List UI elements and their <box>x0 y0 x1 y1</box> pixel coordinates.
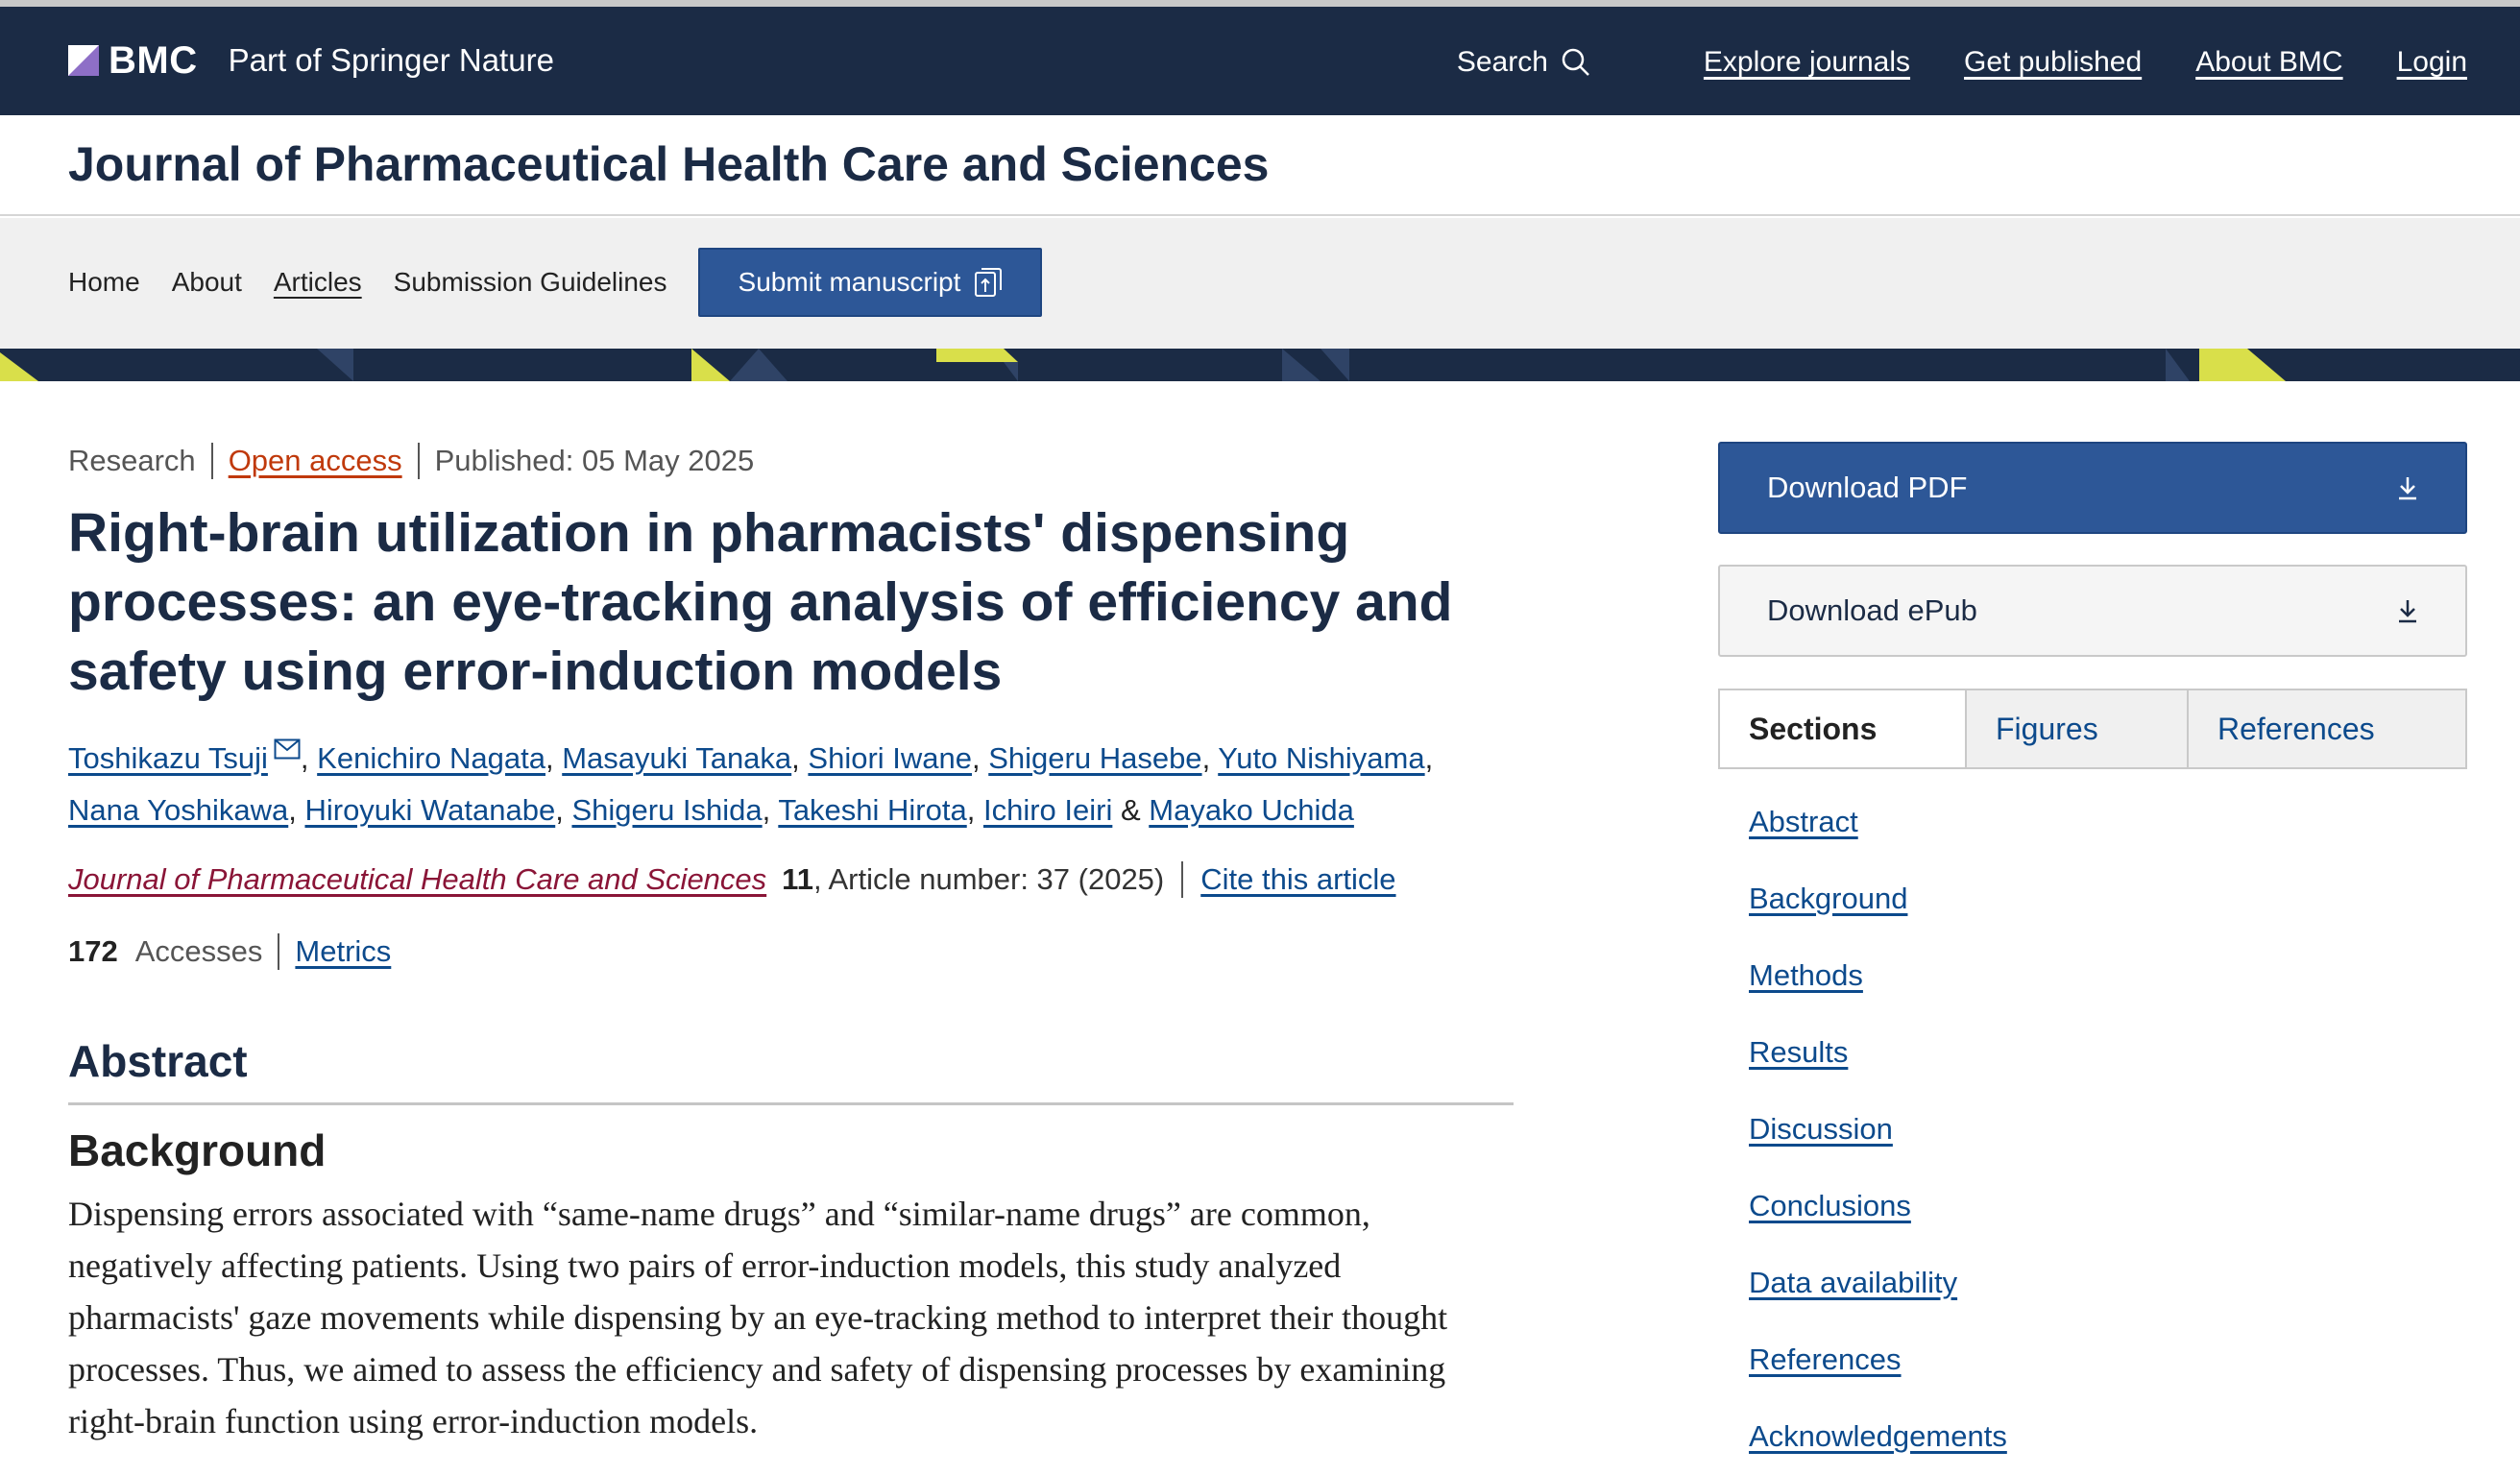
section-link-discussion[interactable]: Discussion <box>1749 1112 1893 1146</box>
article-metrics <box>68 928 1514 976</box>
author-link[interactable]: Ichiro Ieiri <box>982 793 1113 827</box>
download-epub-button[interactable] <box>1718 565 2467 657</box>
tab-references[interactable]: References <box>2217 711 2375 746</box>
bmc-logo-icon <box>68 45 99 76</box>
author-link[interactable]: Toshikazu Tsuji <box>68 741 268 775</box>
metrics-divider <box>278 933 279 970</box>
citation-divider <box>1181 861 1183 898</box>
author-link[interactable]: Nana Yoshikawa <box>68 793 289 827</box>
author-link[interactable]: Yuto Nishiyama <box>1218 741 1425 775</box>
email-icon[interactable] <box>274 738 301 760</box>
download-icon <box>2396 597 2419 624</box>
sections-list <box>1718 803 2467 1475</box>
submit-manuscript-icon <box>974 267 1003 298</box>
section-link-references[interactable]: References <box>1749 1342 1902 1376</box>
submit-manuscript-label: Submit manuscript <box>738 267 961 297</box>
nav-about[interactable]: About <box>171 267 242 297</box>
author-link[interactable]: Takeshi Hirota <box>778 793 967 827</box>
download-pdf-label: Download PDF <box>1767 471 1968 504</box>
article-title: Right-brain utilization in pharmacists' dispensing processes: an eye-tracking analysis of efficiency and safety using error-induction models <box>68 502 1453 702</box>
download-pdf-button[interactable] <box>1718 442 2467 534</box>
login-link[interactable]: Login <box>2396 46 2467 78</box>
decorative-banner-stripe <box>0 349 2520 381</box>
header-nav <box>1457 41 2467 84</box>
article-type: Research <box>68 444 196 477</box>
article-number: , Article number: 37 (2025) <box>812 862 1165 896</box>
search-icon <box>1562 48 1590 77</box>
brand-subtitle: Part of Springer Nature <box>228 42 554 78</box>
section-link-abstract[interactable]: Abstract <box>1749 805 1858 838</box>
get-published-link[interactable]: Get published <box>1964 46 2143 78</box>
section-link-data-availability[interactable]: Data availability <box>1749 1266 1958 1299</box>
site-header <box>0 7 2520 115</box>
nav-articles[interactable]: Articles <box>273 267 362 297</box>
author-link[interactable]: Mayako Uchida <box>1149 793 1354 827</box>
section-link-conclusions[interactable]: Conclusions <box>1749 1189 1911 1222</box>
section-link-methods[interactable]: Methods <box>1749 958 1863 992</box>
author-link[interactable]: Hiroyuki Watanabe <box>304 793 556 827</box>
article-citation <box>68 856 1514 904</box>
search-label: Search <box>1456 46 1548 78</box>
bmc-logo[interactable] <box>68 38 554 82</box>
journal-header <box>0 115 2520 216</box>
top-edge-line <box>0 0 2520 7</box>
search-button[interactable] <box>1457 46 1590 79</box>
brand-name: BMC <box>109 38 198 82</box>
author-link[interactable]: Kenichiro Nagata <box>317 741 545 775</box>
section-link-results[interactable]: Results <box>1749 1035 1849 1069</box>
article-main <box>68 437 1514 1447</box>
meta-divider <box>418 443 420 479</box>
nav-submission-guidelines[interactable]: Submission Guidelines <box>393 267 667 297</box>
author-list: Toshikazu Tsuji , Kenichiro Nagata, Masayuki Tanaka, Shiori Iwane, Shigeru Hasebe, Yuto Nishiyama, Nana Yoshikawa, Hiroyuki Watanabe, Shigeru Ishida, Takeshi Hirota, Ichiro Ieiri & Mayako Uchida <box>68 733 1509 836</box>
submit-manuscript-button[interactable] <box>698 248 1042 317</box>
download-epub-label: Download ePub <box>1767 593 1977 627</box>
accesses-label: Accesses <box>134 934 263 968</box>
volume-number: 11 <box>782 862 813 896</box>
author-link[interactable]: Shigeru Hasebe <box>988 741 1202 775</box>
explore-journals-link[interactable]: Explore journals <box>1703 46 1911 78</box>
article-meta <box>68 437 1514 485</box>
published-date: Published: 05 May 2025 <box>434 444 755 477</box>
accesses-count: 172 <box>68 934 118 968</box>
metrics-link[interactable]: Metrics <box>295 934 392 968</box>
about-bmc-link[interactable]: About BMC <box>2195 46 2343 78</box>
nav-home[interactable]: Home <box>68 267 140 297</box>
author-link[interactable]: Shigeru Ishida <box>571 793 763 827</box>
journal-nav <box>0 218 2520 349</box>
section-link-background[interactable]: Background <box>1749 882 1908 915</box>
open-access-link[interactable]: Open access <box>228 444 402 477</box>
journal-citation-link[interactable]: Journal of Pharmaceutical Health Care and Sciences <box>68 862 767 896</box>
author-link[interactable]: Shiori Iwane <box>808 741 972 775</box>
author-link[interactable]: Masayuki Tanaka <box>562 741 792 775</box>
tab-sections[interactable]: Sections <box>1720 690 1967 767</box>
journal-title[interactable]: Journal of Pharmaceutical Health Care and Sciences <box>68 137 1270 191</box>
download-icon <box>2396 474 2419 501</box>
meta-divider <box>211 443 213 479</box>
section-link-acknowledgements[interactable]: Acknowledgements <box>1749 1419 2007 1453</box>
article-sidebar <box>1718 442 2467 1475</box>
cite-this-article-link[interactable]: Cite this article <box>1200 862 1396 896</box>
abstract-background-text: Dispensing errors associated with “same-name drugs” and “similar-name drugs” are common, negatively affecting patients. Using two pairs of error-induction models, this study analyzed pharmacists' gaze movements while dispensing by an eye-tracking method to interpret their thought processes. Thus, we aimed to assess the efficiency and safety of dispensing processes by examining right-brain function using error-induction models. <box>68 1195 1448 1440</box>
tab-figures[interactable]: Figures <box>1967 690 2189 767</box>
abstract-heading: Abstract <box>68 1035 1514 1105</box>
background-heading: Background <box>68 1125 327 1175</box>
sidebar-tabs <box>1718 689 2467 769</box>
